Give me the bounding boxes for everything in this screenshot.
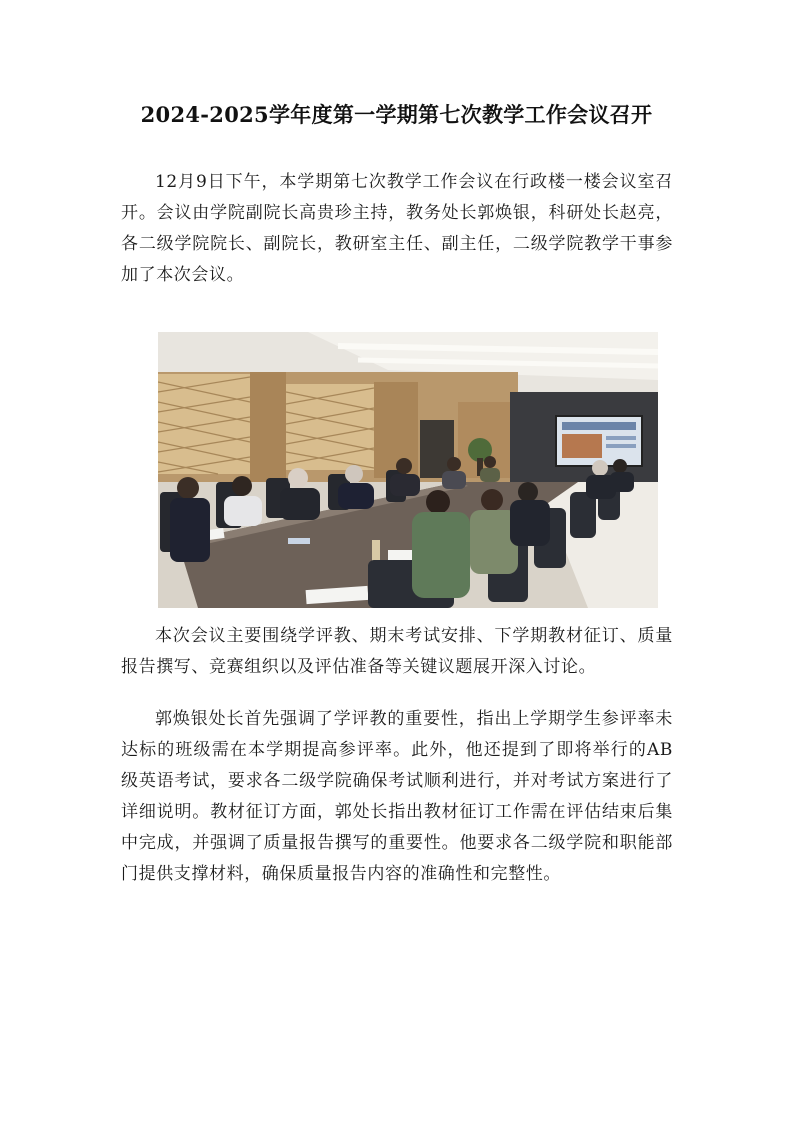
paragraph-details: 郭焕银处长首先强调了学评教的重要性，指出上学期学生参评率未达标的班级需在本学期提高参评率。此外，他还提到了即将举行的AB级英语考试，要求各二级学院确保考试顺利进行，并对考试方案进行了详细说明。教材征订方面，郭处长指出教材征订工作需在评估结束后集中完成，并强调了质量报告撰写的重要性。他要求各二级学院和职能部门提供支撑材料，确保质量报告内容的准确性和完整性。: [121, 709, 673, 884]
document-title: 2024-2025学年度第一学期第七次教学工作会议召开: [140, 102, 653, 127]
meeting-photo: [158, 332, 658, 608]
paragraph-agenda: 本次会议主要围绕学评教、期末考试安排、下学期教材征订、质量报告撰写、竞赛组织以及评估准备等关键议题展开深入讨论。: [121, 626, 673, 677]
paragraph-meeting-intro: 12月9日下午，本学期第七次教学工作会议在行政楼一楼会议室召开。会议由学院副院长高贵珍主持，教务处长郭焕银，科研处长赵亮，各二级学院院长、副院长，教研室主任、副主任，二级学院教学干事参加了本次会议。: [121, 172, 673, 285]
